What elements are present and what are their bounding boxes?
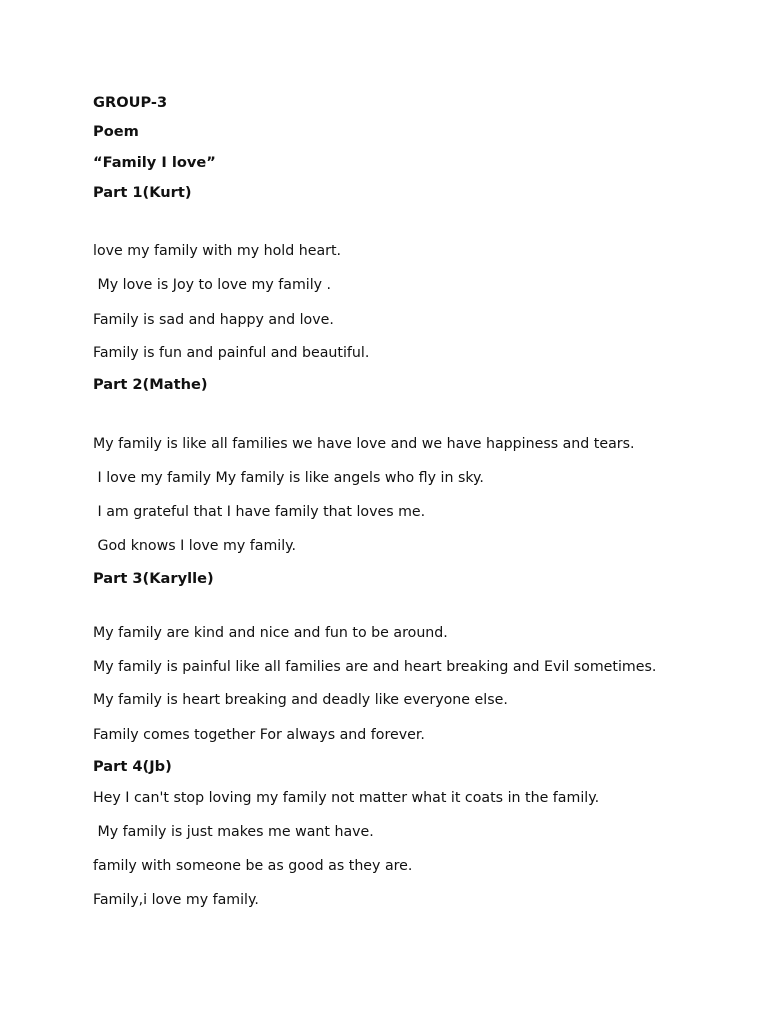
part-2-line-1: My family is like all families we have love and we have happiness and tears. [93, 436, 635, 452]
part-4-line-3: family with someone be as good as they are. [93, 858, 413, 874]
group-label: GROUP-3 [93, 94, 168, 111]
part-3-line-1: My family are kind and nice and fun to be around. [93, 625, 448, 641]
part-1-heading: Part 1(Kurt) [93, 184, 192, 201]
part-1-line-3: Family is sad and happy and love. [93, 312, 334, 328]
part-4-line-4: Family,i love my family. [93, 892, 259, 908]
part-2-line-3: I am grateful that I have family that loves me. [93, 504, 426, 520]
part-3-line-2: My family is painful like all families are and heart breaking and Evil sometimes. [93, 659, 657, 675]
part-1-line-2: My love is Joy to love my family . [93, 277, 332, 293]
part-4-line-1: Hey I can't stop loving my family not matter what it coats in the family. [93, 790, 600, 806]
part-3-heading: Part 3(Karylle) [93, 570, 214, 587]
document-type: Poem [93, 123, 139, 140]
part-1-line-4: Family is fun and painful and beautiful. [93, 345, 370, 361]
part-2-heading: Part 2(Mathe) [93, 376, 208, 393]
part-2-line-4: God knows I love my family. [93, 538, 297, 554]
part-4-heading: Part 4(Jb) [93, 758, 172, 775]
part-4-line-2: My family is just makes me want have. [93, 824, 374, 840]
part-1-line-1: love my family with my hold heart. [93, 243, 342, 259]
part-3-line-4: Family comes together For always and forever. [93, 727, 425, 743]
part-2-line-2: I love my family My family is like angels who fly in sky. [93, 470, 484, 486]
part-3-line-3: My family is heart breaking and deadly like everyone else. [93, 692, 508, 708]
poem-title: “Family I love” [93, 154, 216, 171]
